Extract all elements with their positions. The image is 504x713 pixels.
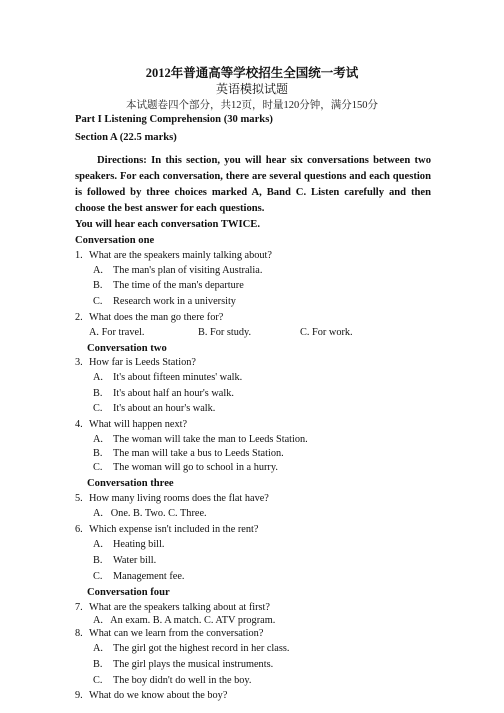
conversation-heading: Conversation four (87, 587, 170, 598)
q1-option-a: A. The man's plan of visiting Australia. (93, 265, 263, 276)
q3-option-a: A. It's about fifteen minutes' walk. (93, 372, 243, 383)
q1-option-b: B. The time of the man's departure (93, 280, 244, 291)
question-3: 3. How far is Leeds Station? (75, 357, 196, 368)
q6-option-b: B. Water bill. (93, 555, 157, 566)
exam-title: 2012年普通高等学校招生全国统一考试 (145, 66, 359, 80)
q7-options: A. An exam. B. A match. C. ATV program. (93, 615, 276, 626)
question-9: 9. What do we know about the boy? (75, 690, 228, 701)
question-5: 5. How many living rooms does the flat have? (75, 493, 269, 504)
question-8: 8. What can we learn from the conversation? (75, 628, 264, 639)
conversation-heading: Conversation one (75, 235, 155, 246)
conversation-heading: Conversation three (87, 478, 174, 489)
q3-option-b: B. It's about half an hour's walk. (93, 388, 234, 399)
q4-option-c: C. The woman will go to school in a hurry. (93, 462, 278, 473)
exam-subtitle: 英语模拟试题 (215, 82, 288, 96)
q2-option-a: A. For travel. (89, 327, 145, 338)
twice-instruction: You will hear each conversation TWICE. (75, 219, 261, 230)
exam-note: 本试题卷四个部分，共12页，时量120分钟，满分150分 (126, 100, 378, 111)
directions-paragraph (75, 153, 431, 217)
q3-option-c: C. It's about an hour's walk. (93, 403, 216, 414)
q5-options: A. One. B. Two. C. Three. (93, 508, 207, 519)
q8-option-b: B. The girl plays the musical instruments. (93, 659, 274, 670)
section-heading: Section A (22.5 marks) (75, 132, 177, 143)
q1-option-c: C. Research work in a university (93, 296, 236, 307)
q6-option-a: A. Heating bill. (93, 539, 165, 550)
q8-option-c: C. The boy didn't do well in the boy. (93, 675, 252, 686)
conversation-heading: Conversation two (87, 343, 167, 354)
q6-option-c: C. Management fee. (93, 571, 185, 582)
question-4: 4. What will happen next? (75, 419, 188, 430)
q4-option-b: B. The man will take a bus to Leeds Station. (93, 448, 284, 459)
q2-options (75, 327, 375, 341)
q8-option-a: A. The girl got the highest record in her class. (93, 643, 290, 654)
part-heading: Part I Listening Comprehension (30 marks) (75, 114, 273, 125)
question-6: 6. Which expense isn't included in the rent? (75, 524, 259, 535)
question-7: 7. What are the speakers talking about at first? (75, 602, 270, 613)
directions-text: Directions: In this section, you will hear six conversations between two speakers. For each conversation, there are several questions and each question is followed by three choices marked A, Band C. Listen carefully and then choose the best answer for each questions. (75, 155, 431, 214)
q2-option-c: C. For work. (300, 327, 353, 338)
q2-option-b: B. For study. (198, 327, 252, 338)
question-2: 2. What does the man go there for? (75, 312, 224, 323)
question-1: 1. What are the speakers mainly talking about? (75, 250, 272, 261)
q4-option-a: A. The woman will take the man to Leeds Station. (93, 434, 308, 445)
